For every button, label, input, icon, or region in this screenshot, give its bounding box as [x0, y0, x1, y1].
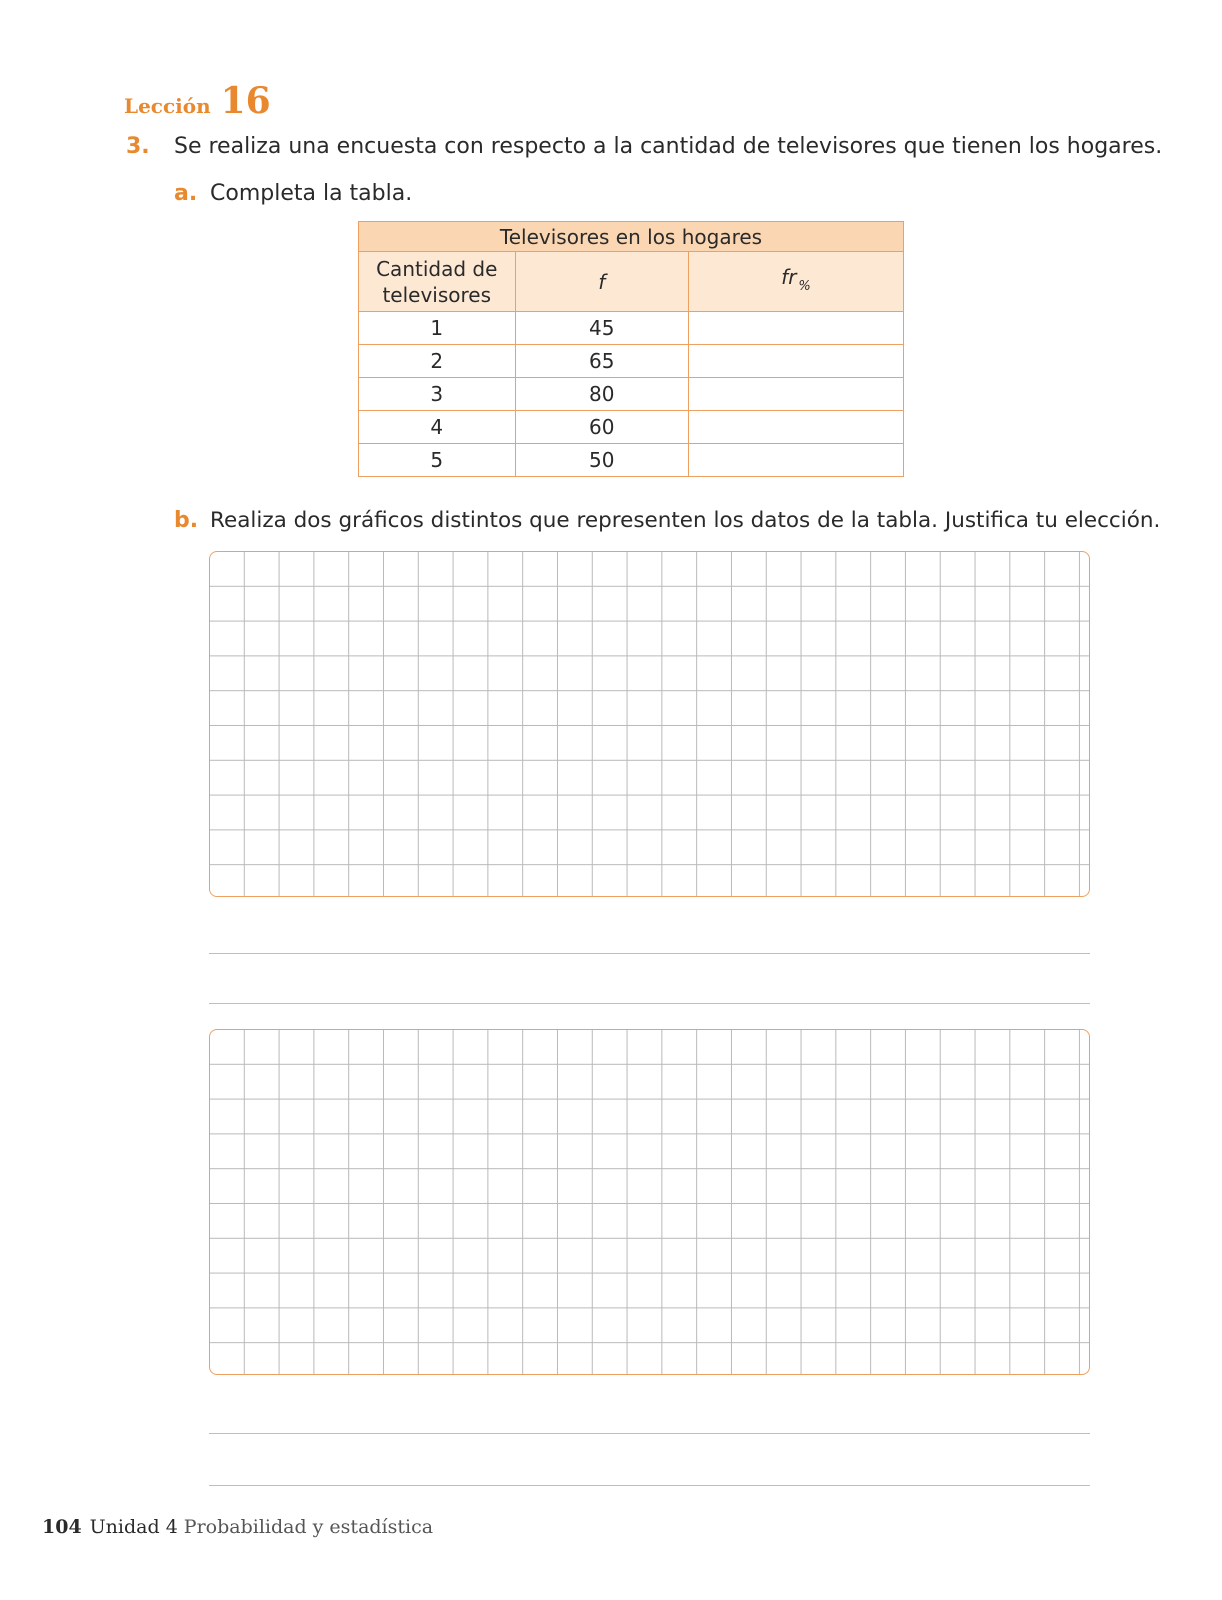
cell-fr-blank[interactable] [688, 444, 903, 477]
header-f: f [515, 252, 688, 312]
cell-f: 45 [515, 312, 688, 345]
unit-label: Unidad 4 [89, 1516, 178, 1538]
cell-f: 60 [515, 411, 688, 444]
cell-fr-blank[interactable] [688, 378, 903, 411]
part-a-text: Completa la tabla. [210, 181, 413, 206]
answer-line-2[interactable] [209, 1003, 1090, 1004]
part-b-letter: b. [174, 508, 199, 533]
question-number: 3. [126, 134, 150, 159]
cell-cantidad: 5 [359, 444, 516, 477]
header-fr-percent [688, 252, 903, 312]
table-row [359, 312, 904, 345]
answer-line-4[interactable] [209, 1485, 1090, 1486]
cell-cantidad: 4 [359, 411, 516, 444]
table-row [359, 444, 904, 477]
header-fr-sub: % [798, 278, 811, 294]
cell-fr-blank[interactable] [688, 411, 903, 444]
graph-grid-1[interactable] [209, 551, 1090, 897]
table-row [359, 411, 904, 444]
graph-grid-2[interactable] [209, 1029, 1090, 1375]
unit-topic: Probabilidad y estadística [183, 1516, 434, 1538]
part-b-text: Realiza dos gráficos distintos que representen los datos de la tabla. Justifica tu elección. [210, 508, 1161, 533]
page-number: 104 [42, 1516, 82, 1538]
cell-fr-blank[interactable] [688, 312, 903, 345]
page-footer [42, 1516, 433, 1538]
cell-cantidad: 3 [359, 378, 516, 411]
lesson-number: 16 [220, 80, 271, 122]
table-title: Televisores en los hogares [359, 222, 904, 252]
lesson-header [124, 80, 271, 122]
table-row [359, 378, 904, 411]
cell-cantidad: 2 [359, 345, 516, 378]
part-a-letter: a. [174, 181, 198, 206]
header-fr-main: fr [781, 264, 797, 289]
answer-line-1[interactable] [209, 953, 1090, 954]
question-text: Se realiza una encuesta con respecto a la cantidad de televisores que tienen los hogares. [174, 134, 1163, 159]
cell-cantidad: 1 [359, 312, 516, 345]
lesson-label: Lección [124, 94, 211, 118]
cell-f: 80 [515, 378, 688, 411]
header-cantidad: Cantidad de televisores [359, 252, 516, 312]
answer-line-3[interactable] [209, 1433, 1090, 1434]
table-row [359, 345, 904, 378]
cell-f: 50 [515, 444, 688, 477]
cell-f: 65 [515, 345, 688, 378]
frequency-table [358, 221, 904, 477]
cell-fr-blank[interactable] [688, 345, 903, 378]
